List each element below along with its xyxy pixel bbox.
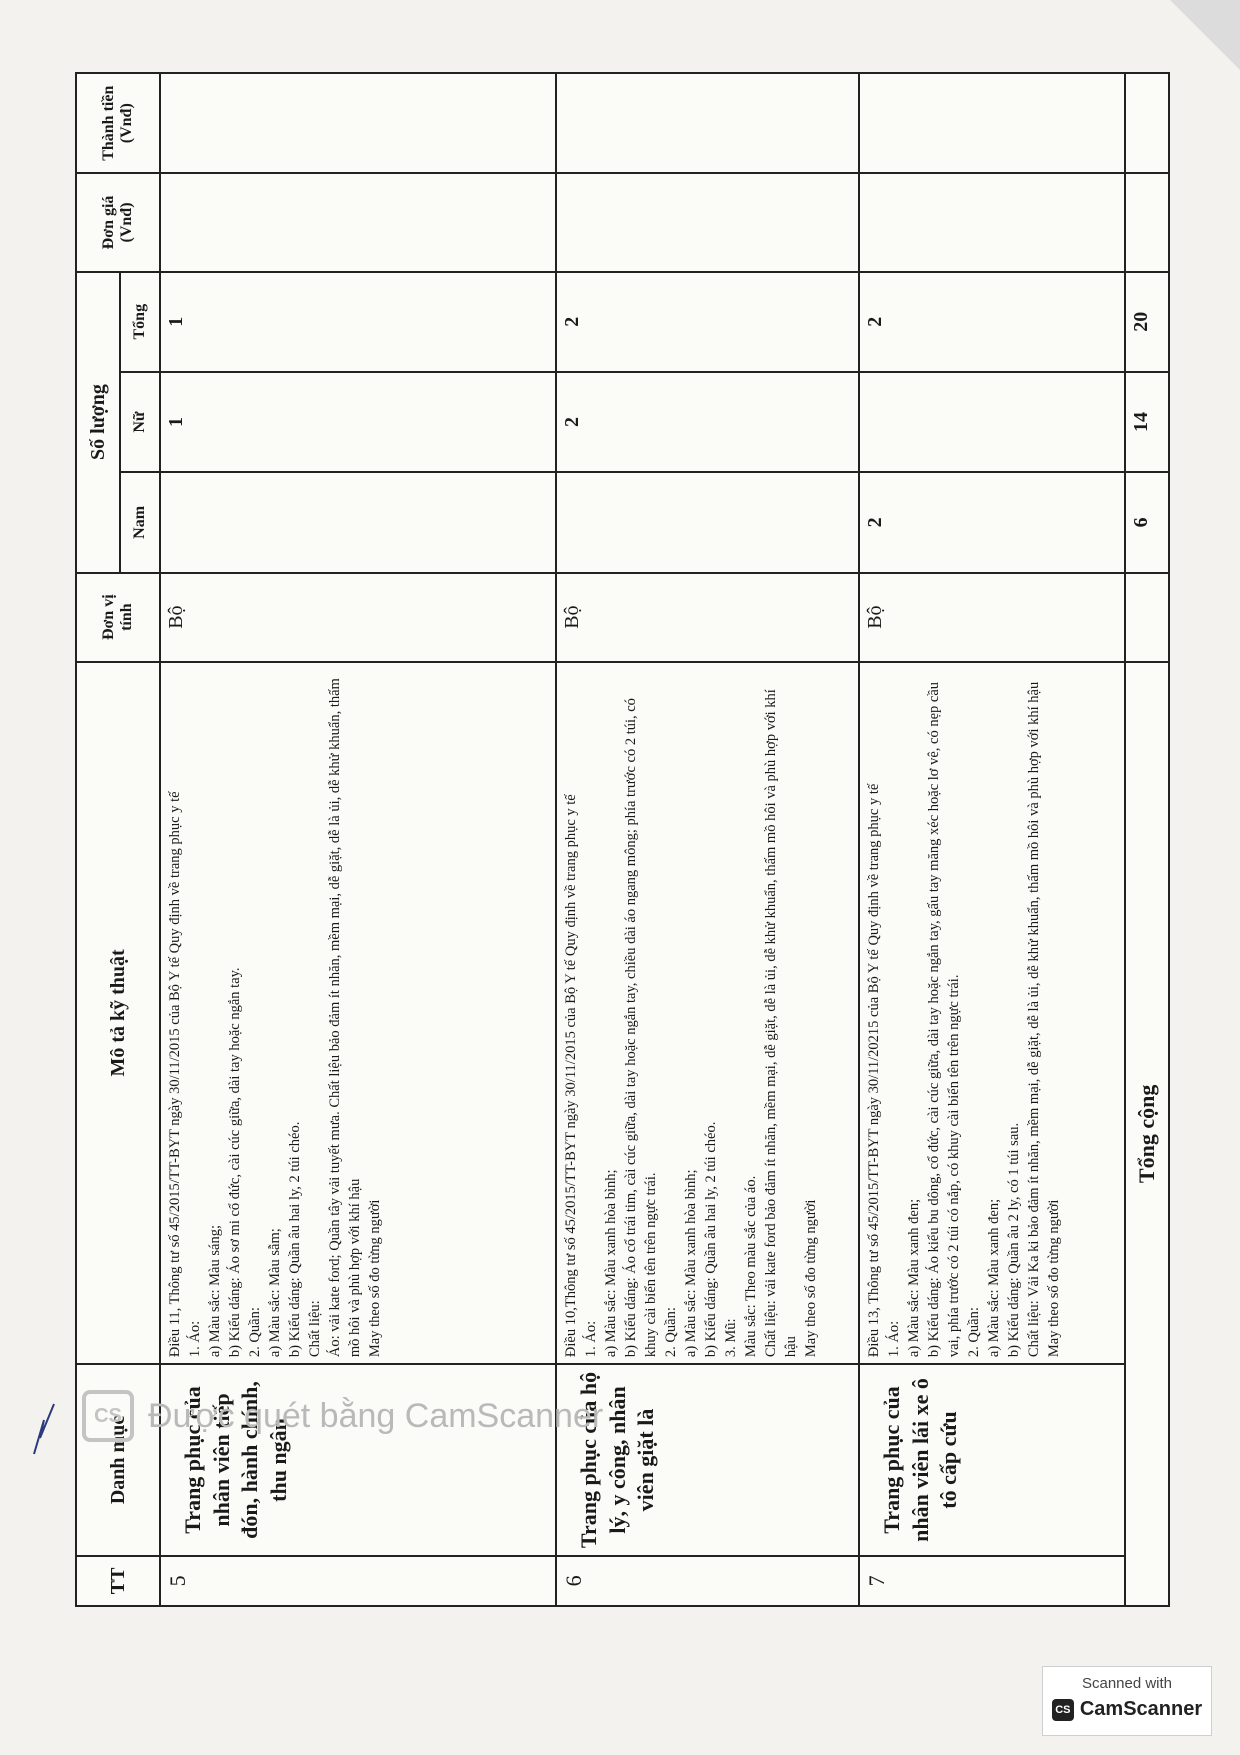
total-unit (1125, 573, 1169, 662)
uniform-spec-table (75, 72, 1170, 1607)
total-male: 6 (1125, 472, 1169, 572)
camscanner-logo-icon: CS (82, 1390, 134, 1442)
header-amount: Thành tiền (Vnđ) (76, 73, 160, 173)
row-description: Điều 10,Thông tư số 45/2015/TT-BYT ngày 30/11/2015 của Bộ Y tế Quy định về trang phục y tế 1. Áo: a) Màu sắc: Màu xanh hòa bình; b) Kiểu dáng: Áo cổ trái tim, cài cúc giữa, dài tay hoặc ngắn tay, chiều dài áo ngang mông; phía trước có 2 túi, có khuy cài biển tên trên ngực trái. 2. Quần: a) Màu sắc: Màu xanh hòa bình; b) Kiểu dáng: Quần âu hai ly, 2 túi chéo. 3. Mũ: Màu sắc: Theo màu sắc của áo. Chất liệu: vải kate ford bảo đảm ít nhăn, mềm mại, dễ giặt, dễ là ủi, dễ khử khuẩn, thấm mồ hôi và phù hợp với khí hậu May theo số đo từng người (556, 662, 859, 1364)
header-unit: Đơn vị tính (76, 573, 160, 662)
row-female (859, 372, 1125, 472)
row-male (160, 472, 556, 572)
row-unit-price (556, 173, 859, 271)
total-unit-price (1125, 173, 1169, 271)
row-unit-price (160, 173, 556, 271)
total-total: 20 (1125, 272, 1169, 372)
total-amount (1125, 73, 1169, 173)
table-row (859, 73, 1125, 1606)
header-tt: TT (76, 1556, 160, 1606)
header-unit-price: Đơn giá (Vnđ) (76, 173, 160, 271)
total-female: 14 (1125, 372, 1169, 472)
scanned-with-badge (1042, 1666, 1212, 1736)
header-category: Danh mục (76, 1364, 160, 1556)
total-row (1125, 73, 1169, 1606)
header-male: Nam (120, 472, 160, 572)
row-male (556, 472, 859, 572)
row-category: Trang phục của hộ lý, y công, nhân viên giặt là (556, 1364, 859, 1556)
row-total: 2 (556, 272, 859, 372)
page-fold-corner (1170, 0, 1240, 70)
table-row (160, 73, 556, 1606)
rotated-page (75, 72, 1170, 1607)
header-female: Nữ (120, 372, 160, 472)
row-description: Điều 13, Thông tư số 45/2015/TT-BYT ngày 30/11/20215 của Bộ Y tế Quy định về trang phục y tế 1. Áo: a) Màu sắc: Màu xanh đen; b) Kiểu dáng: Áo kiểu bu dông, cổ đức, cài cúc giữa, dài tay hoặc ngắn tay, gấu tay măng xéc hoặc lơ vê, có nẹp cầu vai, phía trước có 2 túi có nắp, có khuy cài biển tên trên ngực trái. 2. Quần: a) Màu sắc: Màu xanh đen; b) Kiểu dáng: Quần âu 2 ly, có 1 túi sau. Chất liệu: Vải Ka ki bảo đảm ít nhăn, mềm mại, dễ giặt, dễ là ủi, dễ khử khuẩn, thấm mồ hôi và phù hợp với khí hậu May theo số đo từng người (859, 662, 1125, 1364)
header-total: Tổng (120, 272, 160, 372)
row-category: Trang phục của nhân viên lái xe ô tô cấp cứu (859, 1364, 1125, 1556)
row-unit: Bộ (556, 573, 859, 662)
row-tt: 5 (160, 1556, 556, 1606)
camscanner-watermark (82, 1390, 603, 1442)
row-male: 2 (859, 472, 1125, 572)
badge-brand-row (1043, 1698, 1211, 1721)
row-unit: Bộ (160, 573, 556, 662)
camscanner-badge-icon: CS (1052, 1699, 1074, 1721)
row-amount (859, 73, 1125, 173)
badge-brand: CamScanner (1079, 1698, 1203, 1720)
table-row (556, 73, 859, 1606)
row-tt: 6 (556, 1556, 859, 1606)
row-amount (556, 73, 859, 173)
row-total: 2 (859, 272, 1125, 372)
row-female: 1 (160, 372, 556, 472)
watermark-text: Được quét bằng CamScanner (148, 1396, 604, 1435)
header-quantity: Số lượng (76, 272, 120, 573)
row-description: Điều 11, Thông tư số 45/2015/TT-BYT ngày 30/11/2015 của Bộ Y tế Quy định về trang phục y tế 1. Áo: a) Màu sắc: Màu sáng; b) Kiểu dáng: Áo sơ mi cổ đức, cài cúc giữa, dài tay hoặc ngắn tay. 2. Quần: a) Màu sắc: Màu sẫm; b) Kiểu dáng: Quần âu hai ly, 2 túi chéo. Chất liệu: Áo: vải kate ford; Quần tây vải tuyết mưa. Chất liệu bảo đảm ít nhăn, mềm mại, dễ giặt, dễ là ủi, dễ khử khuẩn, thấm mồ hôi và phù hợp với khí hậu May theo số đo từng người (160, 662, 556, 1364)
pen-mark-icon (30, 1400, 60, 1460)
row-unit-price (859, 173, 1125, 271)
badge-line1: Scanned with (1081, 1675, 1173, 1692)
header-description: Mô tả kỹ thuật (76, 662, 160, 1364)
row-female: 2 (556, 372, 859, 472)
row-amount (160, 73, 556, 173)
row-unit: Bộ (859, 573, 1125, 662)
total-label: Tổng cộng (1125, 662, 1169, 1606)
row-total: 1 (160, 272, 556, 372)
row-tt: 7 (859, 1556, 1125, 1606)
row-category: Trang phục của nhân viên tiếp đón, hành chính, thu ngân (160, 1364, 556, 1556)
